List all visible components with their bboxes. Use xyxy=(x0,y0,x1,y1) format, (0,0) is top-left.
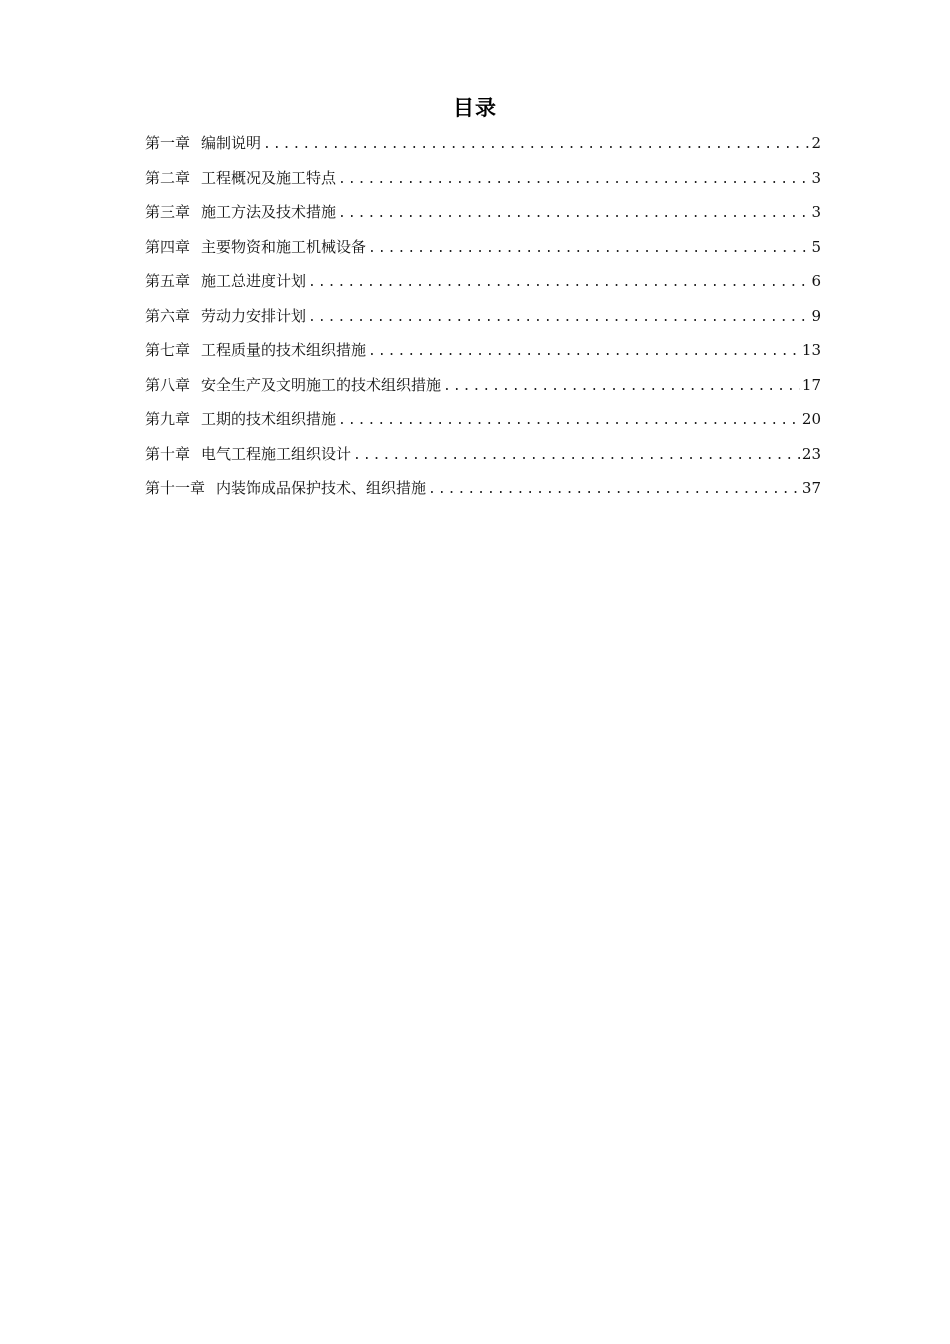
toc-entry-8[interactable] xyxy=(145,372,821,407)
chapter-number: 第一章 xyxy=(145,134,191,152)
toc-entry-10[interactable] xyxy=(145,441,821,476)
chapter-title: 施工方法及技术措施 xyxy=(201,203,337,221)
toc-entry-9[interactable] xyxy=(145,406,821,441)
page-number: 3 xyxy=(811,168,821,187)
toc-entry-1[interactable] xyxy=(145,130,821,165)
toc-entry-5[interactable] xyxy=(145,268,821,303)
chapter-number: 第十章 xyxy=(145,444,191,463)
toc-entry-11[interactable] xyxy=(145,475,821,510)
dot-leader xyxy=(338,167,809,193)
page-number: 2 xyxy=(811,134,821,152)
toc-title: 目录 xyxy=(453,96,497,120)
chapter-title: 劳动力安排计划 xyxy=(201,306,307,325)
dot-leader xyxy=(263,132,809,158)
chapter-title: 施工总进度计划 xyxy=(201,272,307,290)
chapter-title: 主要物资和施工机械设备 xyxy=(201,237,367,256)
page-number: 17 xyxy=(801,375,821,394)
page-number: 23 xyxy=(801,444,821,463)
dot-leader xyxy=(428,477,800,503)
page-number: 9 xyxy=(811,306,821,325)
chapter-number: 第八章 xyxy=(145,375,191,394)
dot-leader xyxy=(308,305,809,331)
toc-entry-4[interactable] xyxy=(145,234,821,269)
dot-leader xyxy=(353,443,800,469)
chapter-number: 第九章 xyxy=(145,410,191,428)
toc-list xyxy=(145,130,821,510)
chapter-title: 工程概况及施工特点 xyxy=(201,168,337,187)
chapter-title: 工程质量的技术组织措施 xyxy=(201,341,367,359)
dot-leader xyxy=(368,339,800,365)
dot-leader xyxy=(338,201,809,227)
chapter-number: 第六章 xyxy=(145,306,191,325)
chapter-number: 第五章 xyxy=(145,272,191,290)
chapter-title: 安全生产及文明施工的技术组织措施 xyxy=(201,375,442,394)
chapter-number: 第十一章 xyxy=(145,479,206,497)
chapter-number: 第七章 xyxy=(145,341,191,359)
chapter-number: 第四章 xyxy=(145,237,191,256)
chapter-title: 内装饰成品保护技术、组织措施 xyxy=(216,479,427,497)
chapter-title: 工期的技术组织措施 xyxy=(201,410,337,428)
toc-entry-6[interactable] xyxy=(145,303,821,338)
toc-entry-2[interactable] xyxy=(145,165,821,200)
toc-entry-7[interactable] xyxy=(145,337,821,372)
page-number: 37 xyxy=(801,479,821,497)
dot-leader xyxy=(308,270,809,296)
page-number: 5 xyxy=(811,237,821,256)
dot-leader xyxy=(443,374,800,400)
page-number: 3 xyxy=(811,203,821,221)
chapter-title: 电气工程施工组织设计 xyxy=(201,444,352,463)
dot-leader xyxy=(368,236,809,262)
toc-entry-3[interactable] xyxy=(145,199,821,234)
page-number: 6 xyxy=(811,272,821,290)
chapter-number: 第二章 xyxy=(145,168,191,187)
dot-leader xyxy=(338,408,800,434)
chapter-number: 第三章 xyxy=(145,203,191,221)
page-number: 13 xyxy=(801,341,821,359)
page-number: 20 xyxy=(801,410,821,428)
chapter-title: 编制说明 xyxy=(201,134,262,152)
